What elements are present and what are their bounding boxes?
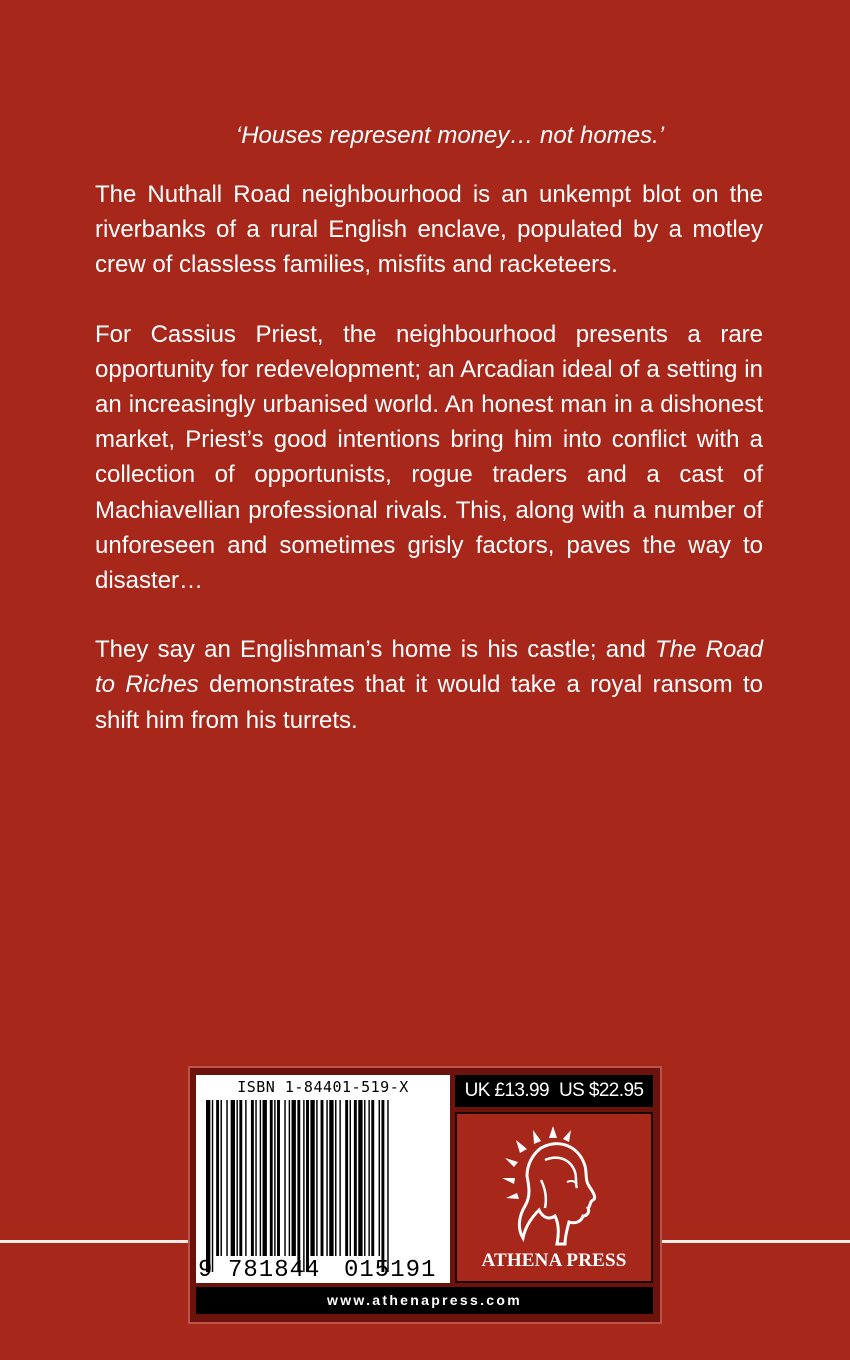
barcode-bar [289, 1100, 290, 1256]
barcode-bar [251, 1100, 254, 1256]
barcode-bar [245, 1100, 246, 1256]
barcode-bar [371, 1100, 374, 1256]
back-cover-blurb [95, 118, 763, 772]
barcode-bar [329, 1100, 333, 1256]
barcode-bar [381, 1100, 384, 1272]
barcode-bar [354, 1100, 357, 1256]
isbn-digits-right: 015191 [344, 1257, 437, 1284]
publisher-logo-box [455, 1112, 653, 1283]
blurb-paragraph-3-start: They say an Englishman’s home is his castle; and [95, 636, 656, 664]
barcode-bar [387, 1100, 388, 1272]
publisher-name: ATHENA PRESS [481, 1250, 627, 1271]
barcode-bar [292, 1100, 296, 1256]
isbn-digit-prefix: 9 [198, 1257, 213, 1284]
barcode-bar [206, 1100, 210, 1272]
blurb-paragraph-1: The Nuthall Road neighbourhood is an unkempt blot on the riverbanks of a rural English enclave, populated by a motley crew of classless families, misfits and racketeers. [95, 181, 763, 279]
tagline-quote: ‘Houses represent money… not homes.’ [235, 122, 665, 149]
barcode-bar [231, 1100, 235, 1256]
barcode-bar [226, 1100, 227, 1256]
barcode-bar [303, 1100, 304, 1272]
barcode-bar [358, 1100, 362, 1256]
isbn-digits-left: 781844 [228, 1257, 321, 1284]
isbn-label: ISBN 1-84401-519-X [237, 1078, 409, 1096]
blurb-paragraph-3-end: demonstrates that it would take a royal ransom to shift him from his turrets. [95, 671, 763, 734]
barcode-bar [255, 1100, 256, 1256]
barcode-bar [306, 1100, 309, 1272]
isbn-barcode-panel [196, 1075, 450, 1283]
barcode-bar [221, 1100, 222, 1256]
barcode-bar [284, 1100, 285, 1256]
barcode-bar [310, 1100, 314, 1256]
barcode-bar [364, 1100, 365, 1256]
barcode-bar [379, 1100, 380, 1256]
barcode-bar [212, 1100, 213, 1272]
price-us: US $22.95 [559, 1080, 644, 1101]
barcode-bar [236, 1100, 237, 1256]
publisher-url: www.athenapress.com [196, 1287, 653, 1314]
barcode-bar [274, 1100, 275, 1256]
barcode-bar [350, 1100, 351, 1256]
barcode-bar [335, 1100, 336, 1256]
barcode-bar [216, 1100, 219, 1256]
price-uk: UK £13.99 [464, 1080, 549, 1101]
barcode-bar [321, 1100, 324, 1256]
athena-head-icon [501, 1124, 607, 1246]
barcode-bar [277, 1100, 280, 1256]
barcode-bar [239, 1100, 242, 1256]
barcode-bar [297, 1100, 300, 1272]
price-box [455, 1075, 653, 1107]
barcode-bar [339, 1100, 340, 1256]
barcode-bar [368, 1100, 369, 1256]
blurb-paragraph-3 [95, 632, 763, 738]
barcode-bars [202, 1100, 442, 1272]
barcode-bar [316, 1100, 317, 1256]
barcode-bar [270, 1100, 273, 1256]
barcode-bar [345, 1100, 348, 1256]
blurb-paragraph-2: For Cassius Priest, the neighbourhood presents a rare opportunity for redevelopment; an Arcadian ideal of a setting in an increasingly urbanised world. An honest man in a dishonest market, Priest’s good intentions bring him into conflict with a collection of opportunists, rogue traders and a cast of Machiavellian professional rivals. This, along with a number of unforeseen and sometimes grisly factors, paves the way to disaster… [95, 320, 763, 595]
barcode-bar [326, 1100, 327, 1256]
isbn-digits [198, 1257, 448, 1284]
barcode-bar [263, 1100, 267, 1256]
book-title-italic: The Road to Riches [95, 636, 763, 699]
barcode-bar [260, 1100, 261, 1256]
